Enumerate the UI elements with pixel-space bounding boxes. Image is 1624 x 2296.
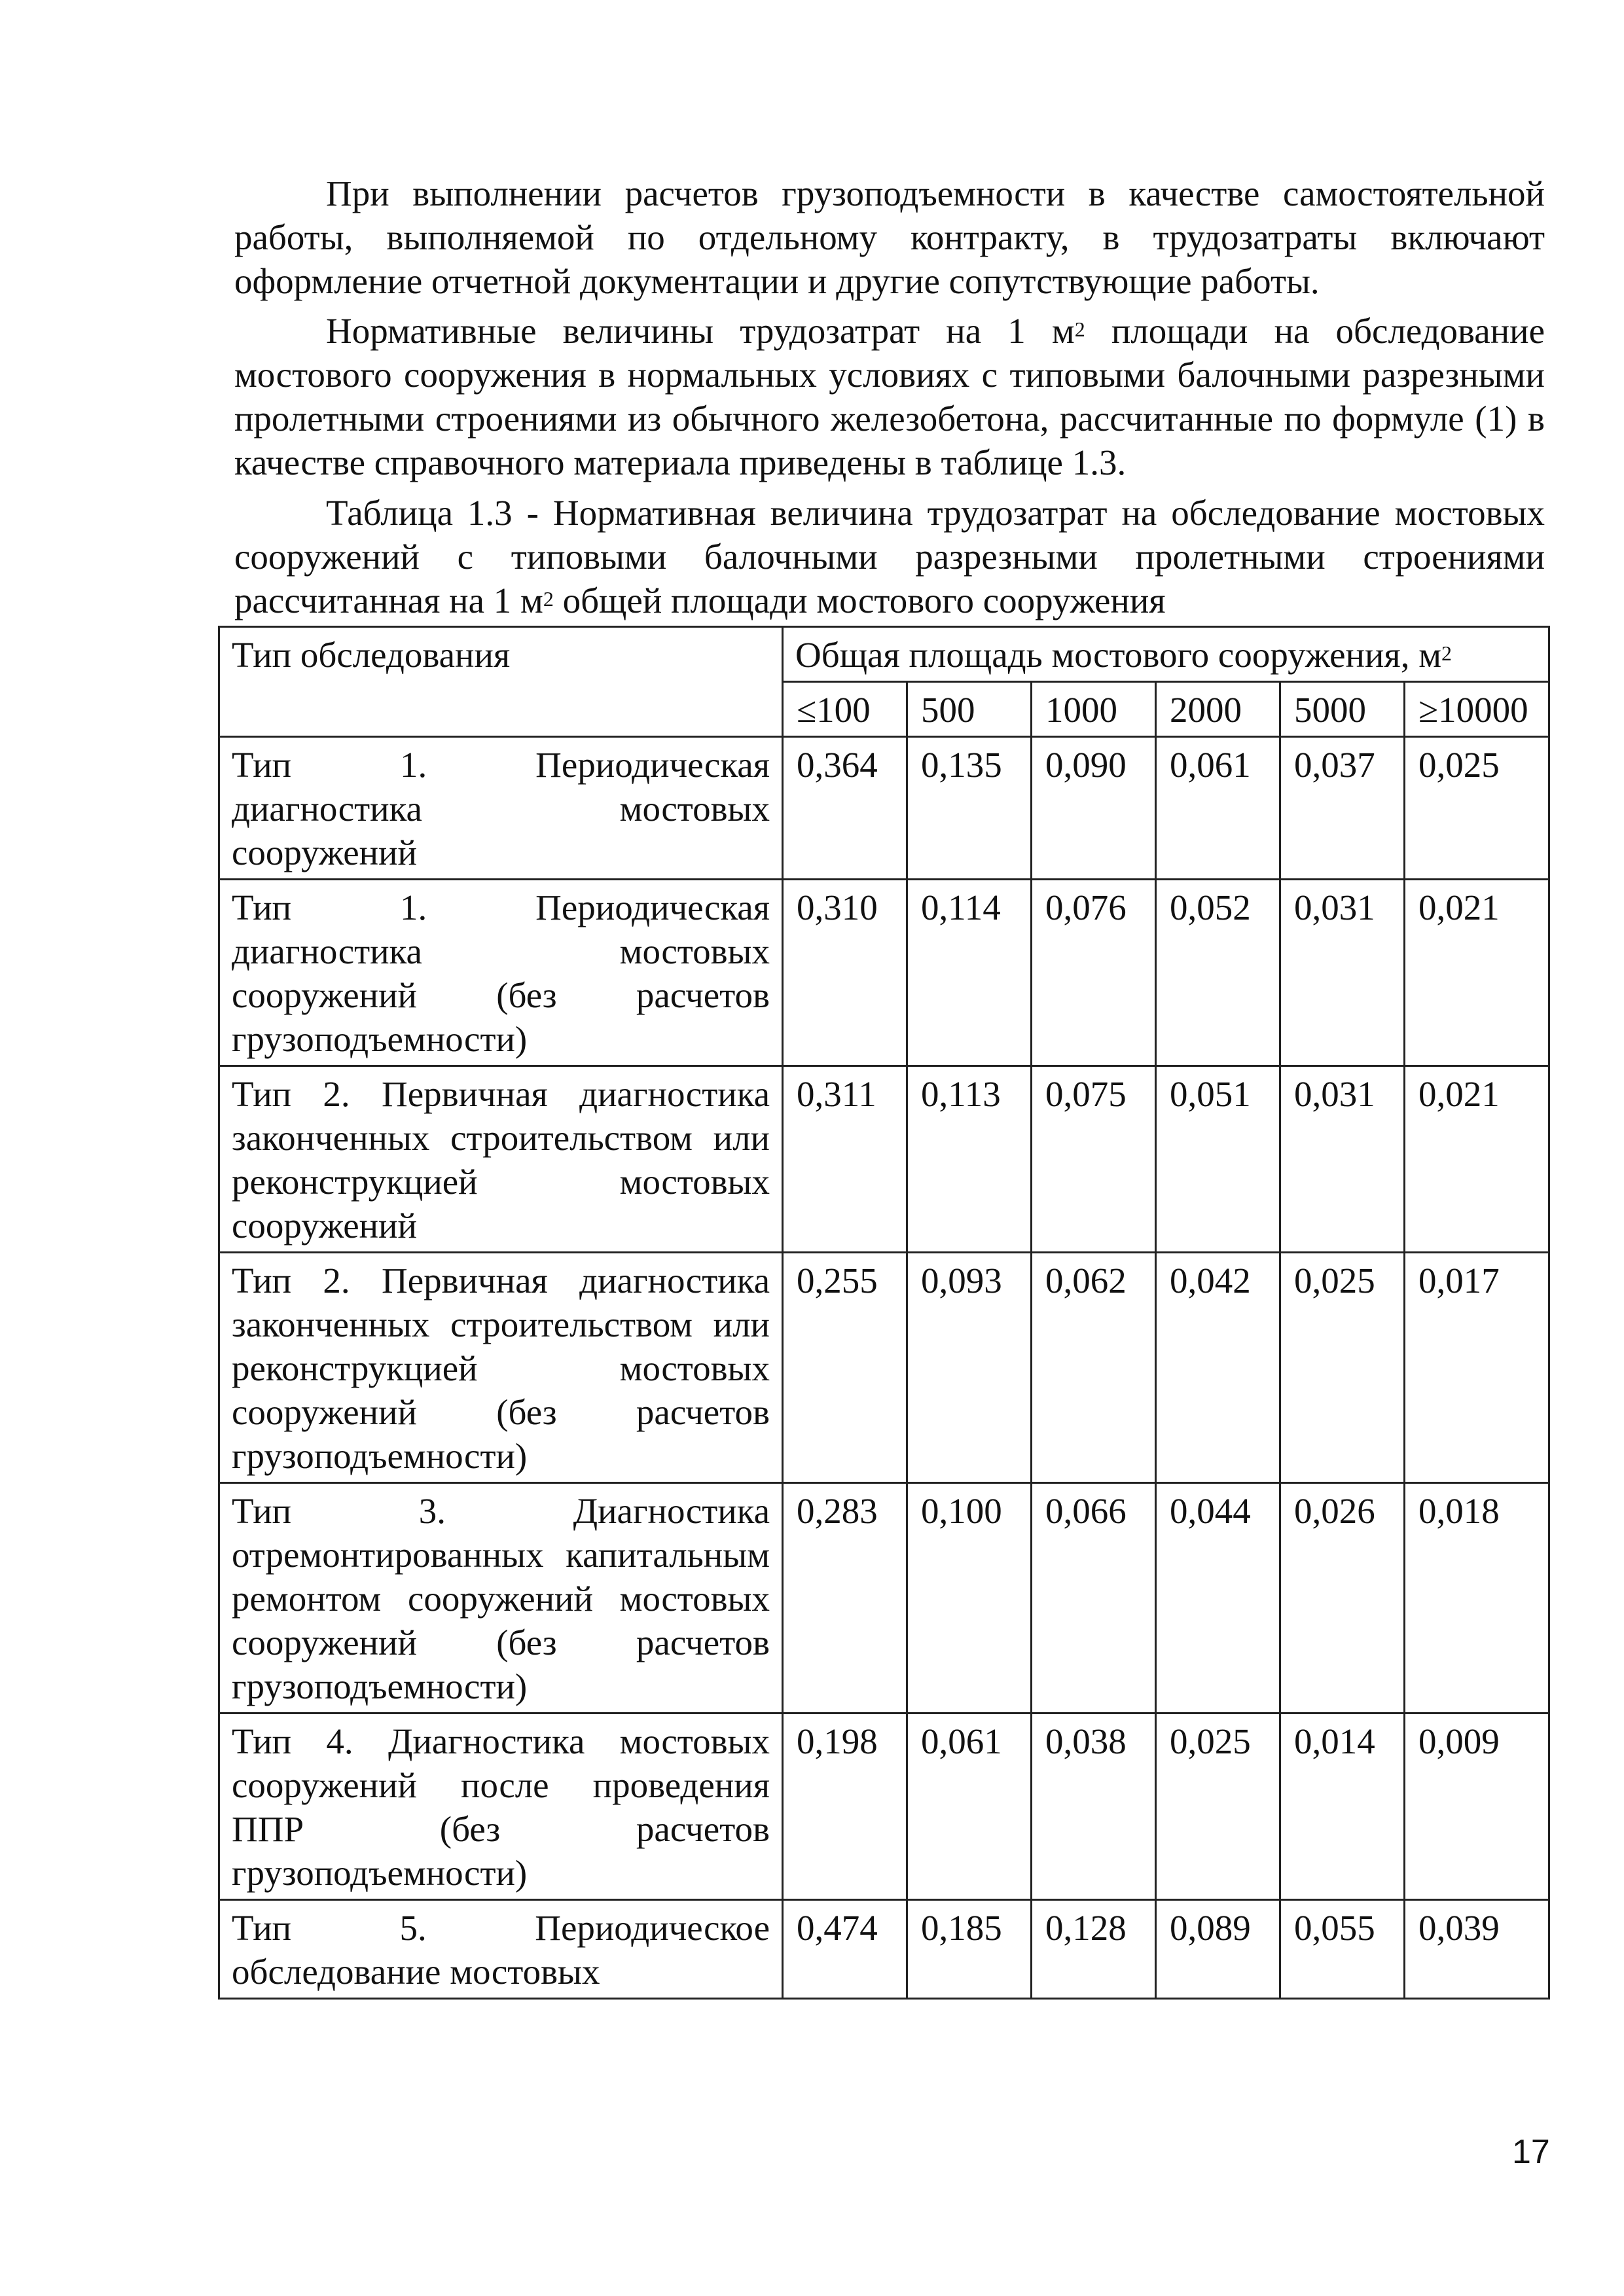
- labor-value-cell: 0,039: [1405, 1900, 1549, 1999]
- area-column-header: 500: [907, 682, 1032, 737]
- survey-type-cell: Тип 1. Периодическая диагностика мостовых сооружений (без расчетов грузоподъемности): [219, 880, 783, 1066]
- labor-value-cell: 0,062: [1032, 1253, 1156, 1483]
- labor-value-cell: 0,051: [1156, 1066, 1280, 1253]
- labor-value-cell: 0,021: [1405, 1066, 1549, 1253]
- square-meter-superscript: 2: [1074, 317, 1085, 341]
- labor-value-cell: 0,061: [1156, 737, 1280, 880]
- header-total-area: [783, 627, 1549, 682]
- labor-value-cell: 0,038: [1032, 1713, 1156, 1900]
- table-header-row: [219, 627, 1549, 682]
- labor-value-cell: 0,198: [783, 1713, 907, 1900]
- table-row: [219, 880, 1549, 1066]
- survey-type-cell: Тип 2. Первичная диагностика законченных строительством или реконструкцией мостовых сооружений (без расчетов грузоподъемности): [219, 1253, 783, 1483]
- paragraph-1-text: При выполнении расчетов грузоподъемности в качестве самостоятельной работы, выполняемой по отдельному контракту, в трудозатраты включают оформление отчетной документации и другие сопутствующие работы.: [234, 173, 1545, 301]
- labor-value-cell: 0,042: [1156, 1253, 1280, 1483]
- paragraph-2-text-end: площади на обследование мостового сооружения в нормальных условиях с типовыми балочными разрезными пролетными строениями из обычного железобетона, рассчитанные по формуле (1) в качестве справочного материала приведены в таблице 1.3.: [234, 311, 1545, 482]
- labor-value-cell: 0,283: [783, 1483, 907, 1713]
- labor-value-cell: 0,055: [1280, 1900, 1405, 1999]
- labor-value-cell: 0,075: [1032, 1066, 1156, 1253]
- labor-value-cell: 0,031: [1280, 880, 1405, 1066]
- survey-type-cell: Тип 3. Диагностика отремонтированных капитальным ремонтом сооружений мостовых сооружений (без расчетов грузоподъемности): [219, 1483, 783, 1713]
- labor-value-cell: 0,021: [1405, 880, 1549, 1066]
- labor-value-cell: 0,310: [783, 880, 907, 1066]
- labor-value-cell: 0,255: [783, 1253, 907, 1483]
- labor-value-cell: 0,009: [1405, 1713, 1549, 1900]
- labor-value-cell: 0,474: [783, 1900, 907, 1999]
- page-number: 17: [1512, 2133, 1550, 2171]
- labor-value-cell: 0,052: [1156, 880, 1280, 1066]
- table-row: [219, 1483, 1549, 1713]
- labor-value-cell: 0,364: [783, 737, 907, 880]
- labor-value-cell: 0,031: [1280, 1066, 1405, 1253]
- labor-value-cell: 0,100: [907, 1483, 1032, 1713]
- labor-value-cell: 0,037: [1280, 737, 1405, 880]
- table-caption-end: общей площади мостового сооружения: [553, 581, 1166, 620]
- table-row: [219, 1713, 1549, 1900]
- labor-value-cell: 0,185: [907, 1900, 1032, 1999]
- header-total-area-label: Общая площадь мостового сооружения, м: [795, 635, 1442, 675]
- table-caption-text: [234, 491, 1545, 622]
- labor-value-cell: 0,128: [1032, 1900, 1156, 1999]
- labor-value-cell: 0,025: [1405, 737, 1549, 880]
- survey-type-cell: Тип 2. Первичная диагностика законченных строительством или реконструкцией мостовых сооружений: [219, 1066, 783, 1253]
- labor-value-cell: 0,026: [1280, 1483, 1405, 1713]
- paragraph-1: [234, 171, 1545, 303]
- labor-value-cell: 0,114: [907, 880, 1032, 1066]
- labor-value-cell: 0,090: [1032, 737, 1156, 880]
- survey-type-cell: Тип 1. Периодическая диагностика мостовых сооружений: [219, 737, 783, 880]
- area-column-header: ≥10000: [1405, 682, 1549, 737]
- survey-type-cell: Тип 4. Диагностика мостовых сооружений после проведения ППР (без расчетов грузоподъемности): [219, 1713, 783, 1900]
- labor-value-cell: 0,025: [1280, 1253, 1405, 1483]
- caption-superscript: 2: [543, 587, 554, 611]
- labor-value-cell: 0,089: [1156, 1900, 1280, 1999]
- area-column-header: 1000: [1032, 682, 1156, 737]
- table-body: [219, 737, 1549, 1999]
- labor-value-cell: 0,076: [1032, 880, 1156, 1066]
- table-row: [219, 1066, 1549, 1253]
- labor-value-cell: 0,018: [1405, 1483, 1549, 1713]
- labor-value-cell: 0,025: [1156, 1713, 1280, 1900]
- header-area-superscript: 2: [1441, 641, 1453, 665]
- labor-cost-table: [218, 626, 1550, 2000]
- survey-type-cell: Тип 5. Периодическое обследование мостовых: [219, 1900, 783, 1999]
- labor-value-cell: 0,017: [1405, 1253, 1549, 1483]
- labor-value-cell: 0,311: [783, 1066, 907, 1253]
- table-caption-start: Таблица 1.3 - Нормативная величина трудозатрат на обследование мостовых сооружений с типовыми балочными разрезными пролетными строениями рассчитанная на 1 м: [234, 493, 1545, 620]
- labor-value-cell: 0,066: [1032, 1483, 1156, 1713]
- labor-value-cell: 0,061: [907, 1713, 1032, 1900]
- area-column-header: 5000: [1280, 682, 1405, 737]
- labor-value-cell: 0,093: [907, 1253, 1032, 1483]
- labor-value-cell: 0,044: [1156, 1483, 1280, 1713]
- labor-value-cell: 0,135: [907, 737, 1032, 880]
- paragraph-2-text-start: Нормативные величины трудозатрат на 1 м: [326, 311, 1075, 351]
- paragraph-2: [234, 309, 1545, 484]
- table-row: [219, 737, 1549, 880]
- labor-value-cell: 0,014: [1280, 1713, 1405, 1900]
- paragraph-2-text: [234, 309, 1545, 484]
- labor-value-cell: 0,113: [907, 1066, 1032, 1253]
- table-row: [219, 1253, 1549, 1483]
- area-column-header: ≤100: [783, 682, 907, 737]
- header-survey-type: Тип обследования: [219, 627, 783, 737]
- area-column-header: 2000: [1156, 682, 1280, 737]
- table-caption: [234, 491, 1545, 622]
- table-row: [219, 1900, 1549, 1999]
